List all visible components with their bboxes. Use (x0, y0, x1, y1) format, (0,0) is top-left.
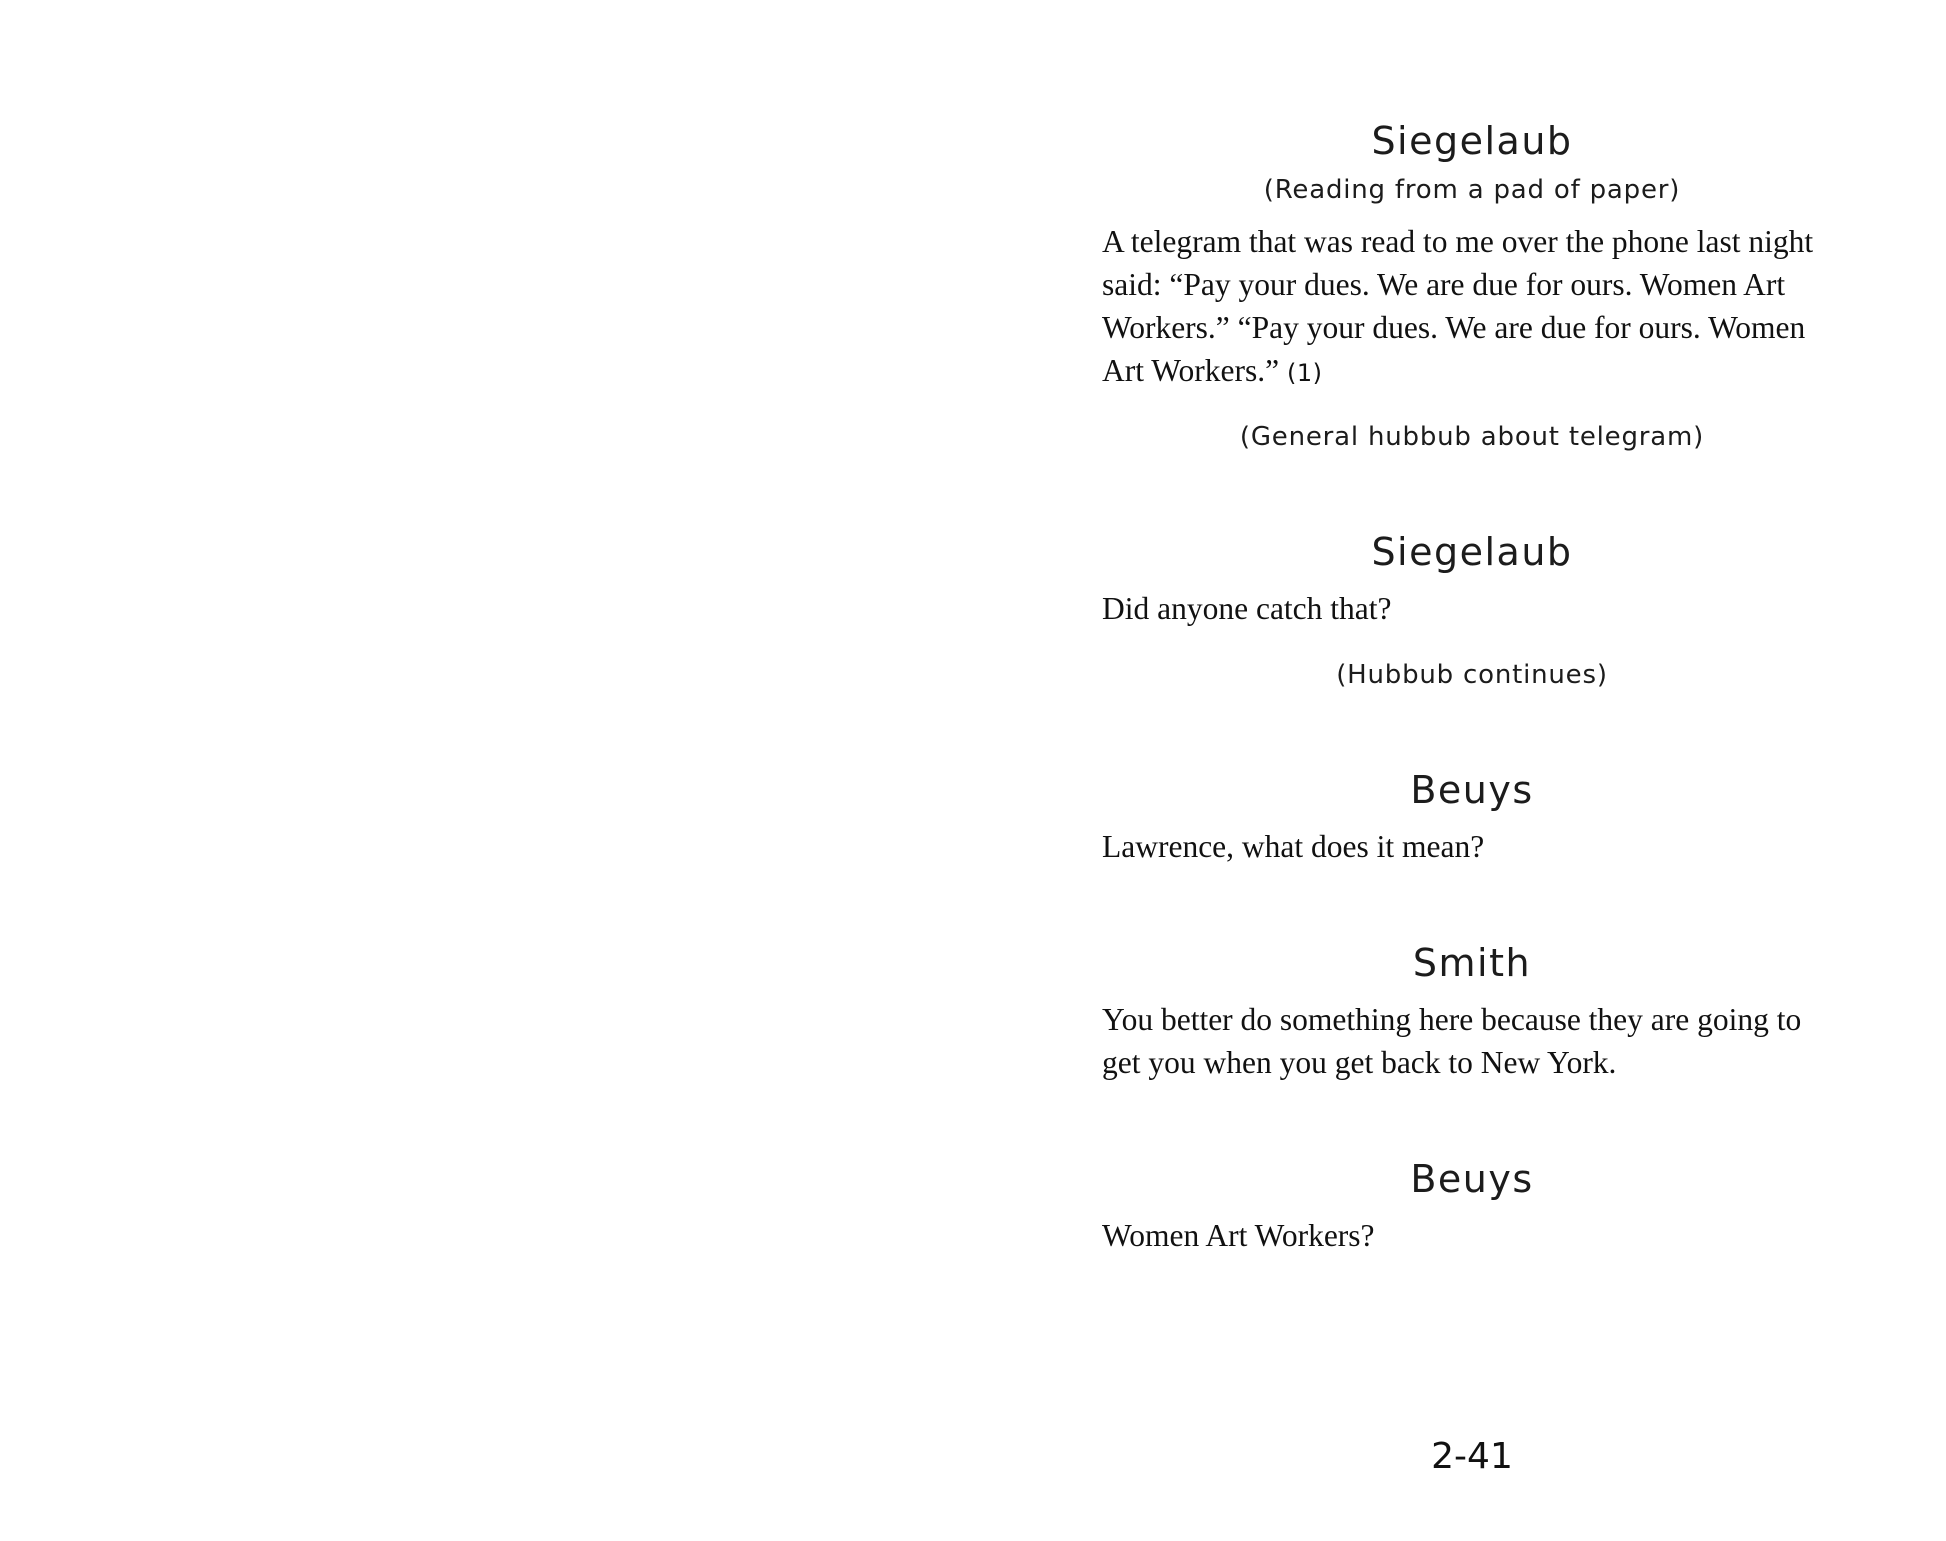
dialogue-line: You better do something here because they are going to get you when you get back to New York. (1102, 1002, 1802, 1080)
footnote-marker: (1) (1286, 359, 1323, 387)
speaker-name-siegelaub: Siegelaub (1371, 119, 1573, 163)
page-number: 2-41 (1431, 1436, 1513, 1477)
stage-direction: (General hubbub about telegram) (1239, 422, 1705, 452)
stage-direction: (Reading from a pad of paper) (1263, 175, 1681, 205)
speaker-name-beuys: Beuys (1410, 1157, 1534, 1201)
speaker-name-smith: Smith (1412, 941, 1532, 985)
stage-direction: (Hubbub continues) (1336, 660, 1608, 690)
dialogue-line: Lawrence, what does it mean? (1102, 829, 1485, 864)
dialogue-line: Women Art Workers? (1102, 1218, 1375, 1253)
script-column (1102, 0, 1842, 1541)
speaker-name-siegelaub: Siegelaub (1371, 530, 1573, 574)
dialogue-text: A telegram that was read to me over the phone last night said: “Pay your dues. We are due for ours. Women Art Workers.” “Pay your dues. We are due for ours. Women Art Workers.” (1102, 224, 1814, 388)
dialogue-line (1102, 220, 1842, 395)
dialogue-line: Did anyone catch that? (1102, 591, 1392, 626)
speaker-name-beuys: Beuys (1410, 768, 1534, 812)
